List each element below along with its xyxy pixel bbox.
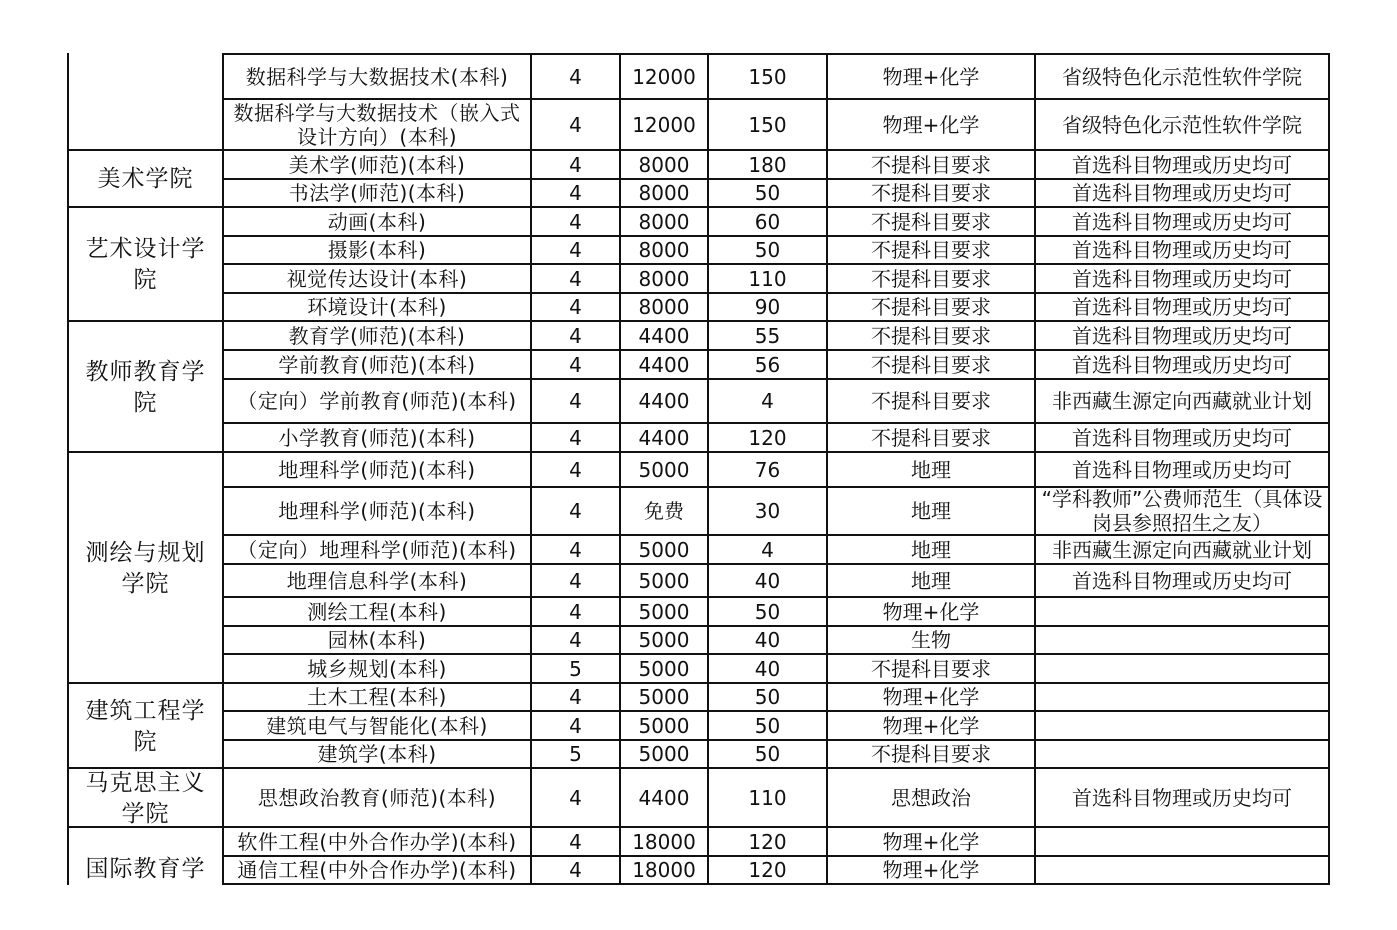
major-cell: 城乡规划(本科) [222,655,530,682]
major-cell: 动画(本科) [222,208,530,235]
fee-cell: 4400 [619,380,707,422]
major-cell: 书法学(师范)(本科) [222,180,530,206]
major-cell: 园林(本科) [222,627,530,653]
years-cell: 4 [530,769,619,826]
college-cell: 艺术设计学院 [85,236,206,293]
major-cell: 通信工程(中外合作办学)(本科) [222,857,530,883]
table-row [222,453,1330,488]
note-cell: 首选科目物理或历史均可 [1034,265,1330,292]
subject-cell: 不提科目要求 [826,655,1034,682]
note-cell: 非西藏生源定向西藏就业计划 [1034,380,1330,422]
note-cell: 首选科目物理或历史均可 [1034,351,1330,378]
college-separator [67,826,224,828]
table-row [222,769,1330,828]
subject-cell: 地理 [826,565,1034,596]
major-cell: 测绘工程(本科) [222,598,530,625]
subject-cell: 物理+化学 [826,857,1034,883]
fee-cell: 8000 [619,151,707,178]
major-cell: （定向）学前教育(师范)(本科) [222,380,530,422]
table-row [222,100,1330,151]
subject-cell: 地理 [826,536,1034,563]
table-row [222,180,1330,208]
note-cell: 首选科目物理或历史均可 [1034,453,1330,486]
major-cell: 视觉传达设计(本科) [222,265,530,292]
major-cell: 教育学(师范)(本科) [222,322,530,349]
fee-cell: 5000 [619,627,707,653]
plan-cell: 55 [707,322,826,349]
fee-cell: 18000 [619,828,707,855]
plan-cell: 150 [707,100,826,149]
fee-cell: 5000 [619,565,707,596]
table-row [222,151,1330,180]
table-row [222,294,1330,322]
fee-cell: 8000 [619,294,707,320]
college-cell [69,53,222,151]
subject-cell: 不提科目要求 [826,424,1034,451]
table-row [222,237,1330,265]
note-cell [1034,598,1330,625]
subject-cell: 不提科目要求 [826,265,1034,292]
table-row [222,598,1330,627]
plan-cell: 120 [707,424,826,451]
table-row [222,565,1330,598]
plan-cell: 50 [707,712,826,739]
note-cell [1034,828,1330,855]
subject-cell: 不提科目要求 [826,294,1034,320]
plan-cell: 120 [707,857,826,883]
plan-cell: 90 [707,294,826,320]
fee-cell: 4400 [619,769,707,826]
note-cell [1034,857,1330,883]
plan-cell: 40 [707,655,826,682]
years-cell: 4 [530,322,619,349]
fee-cell: 5000 [619,741,707,767]
plan-cell: 50 [707,598,826,625]
college-separator [67,206,224,208]
subject-cell: 不提科目要求 [826,180,1034,206]
years-cell: 4 [530,424,619,451]
years-cell: 4 [530,828,619,855]
table-row [222,351,1330,380]
note-cell: 首选科目物理或历史均可 [1034,565,1330,596]
fee-cell: 4400 [619,322,707,349]
major-cell: 建筑学(本科) [222,741,530,767]
note-cell: 首选科目物理或历史均可 [1034,322,1330,349]
subject-cell: 不提科目要求 [826,151,1034,178]
subject-cell: 不提科目要求 [826,208,1034,235]
college-cell: 美术学院 [97,166,194,192]
note-cell: 首选科目物理或历史均可 [1034,769,1330,826]
subject-cell: 物理+化学 [826,100,1034,149]
fee-cell: 5000 [619,598,707,625]
subject-cell: 生物 [826,627,1034,653]
plan-cell: 4 [707,536,826,563]
note-cell [1034,684,1330,710]
college-separator [67,767,224,769]
major-cell: 地理科学(师范)(本科) [222,453,530,486]
fee-cell: 12000 [619,55,707,98]
major-cell: 美术学(师范)(本科) [222,151,530,178]
college-cell: 马克思主义学院 [85,769,206,827]
fee-cell: 8000 [619,237,707,263]
note-cell [1034,741,1330,767]
fee-cell: 4400 [619,424,707,451]
years-cell: 4 [530,55,619,98]
college-separator [67,149,224,151]
years-cell: 4 [530,100,619,149]
note-cell: 非西藏生源定向西藏就业计划 [1034,536,1330,563]
years-cell: 5 [530,741,619,767]
fee-cell: 5000 [619,453,707,486]
major-cell: 建筑电气与智能化(本科) [222,712,530,739]
plan-cell: 110 [707,769,826,826]
table-row [222,828,1330,857]
major-cell: 地理信息科学(本科) [222,565,530,596]
plan-cell: 50 [707,684,826,710]
note-cell: “学科教师”公费师范生（具体设岗县参照招生之友） [1034,488,1330,534]
fee-cell: 5000 [619,655,707,682]
years-cell: 4 [530,453,619,486]
major-cell: 土木工程(本科) [222,684,530,710]
college-cell: 教师教育学院 [85,358,206,416]
years-cell: 4 [530,208,619,235]
major-cell: 环境设计(本科) [222,294,530,320]
years-cell: 4 [530,684,619,710]
subject-cell: 物理+化学 [826,828,1034,855]
table-row [222,488,1330,536]
plan-cell: 60 [707,208,826,235]
years-cell: 4 [530,265,619,292]
note-cell: 首选科目物理或历史均可 [1034,208,1330,235]
fee-cell: 8000 [619,265,707,292]
subject-cell: 不提科目要求 [826,351,1034,378]
major-cell: 数据科学与大数据技术（嵌入式设计方向）(本科) [222,100,530,149]
fee-cell: 4400 [619,351,707,378]
plan-cell: 150 [707,55,826,98]
note-cell [1034,655,1330,682]
fee-cell: 18000 [619,857,707,883]
subject-cell: 物理+化学 [826,712,1034,739]
plan-cell: 50 [707,741,826,767]
subject-cell: 不提科目要求 [826,322,1034,349]
years-cell: 4 [530,598,619,625]
subject-cell: 地理 [826,453,1034,486]
college-cell: 国际教育学 [85,856,206,882]
plan-cell: 180 [707,151,826,178]
fee-cell: 12000 [619,100,707,149]
table-row [222,741,1330,769]
note-cell: 首选科目物理或历史均可 [1034,151,1330,178]
college-cell: 建筑工程学院 [85,697,206,755]
major-cell: 小学教育(师范)(本科) [222,424,530,451]
years-cell: 4 [530,151,619,178]
fee-cell: 免费 [619,488,707,534]
subject-cell: 不提科目要求 [826,237,1034,263]
fee-cell: 5000 [619,536,707,563]
major-cell: 软件工程(中外合作办学)(本科) [222,828,530,855]
plan-cell: 50 [707,237,826,263]
subject-cell: 物理+化学 [826,684,1034,710]
major-cell: 数据科学与大数据技术(本科) [222,55,530,98]
major-cell: 摄影(本科) [222,237,530,263]
years-cell: 4 [530,627,619,653]
college-separator [67,682,224,684]
years-cell: 4 [530,351,619,378]
college-cell: 测绘与规划学院 [85,539,206,597]
plan-cell: 40 [707,627,826,653]
plan-cell: 4 [707,380,826,422]
note-cell: 首选科目物理或历史均可 [1034,424,1330,451]
major-cell: 学前教育(师范)(本科) [222,351,530,378]
plan-cell: 40 [707,565,826,596]
years-cell: 4 [530,237,619,263]
years-cell: 4 [530,857,619,883]
table-row [222,712,1330,741]
note-cell: 省级特色化示范性软件学院 [1034,100,1330,149]
major-cell: 思想政治教育(师范)(本科) [222,769,530,826]
plan-cell: 50 [707,180,826,206]
table-row [222,208,1330,237]
subject-cell: 物理+化学 [826,598,1034,625]
years-cell: 4 [530,712,619,739]
table-row [222,684,1330,712]
plan-cell: 30 [707,488,826,534]
subject-cell: 不提科目要求 [826,380,1034,422]
college-separator [67,320,224,322]
table-row [222,627,1330,655]
table-row [222,322,1330,351]
fee-cell: 5000 [619,712,707,739]
note-cell: 首选科目物理或历史均可 [1034,237,1330,263]
fee-cell: 8000 [619,208,707,235]
fee-cell: 5000 [619,684,707,710]
table-row [222,857,1330,885]
plan-cell: 110 [707,265,826,292]
note-cell [1034,712,1330,739]
table-row [222,536,1330,565]
years-cell: 4 [530,294,619,320]
note-cell: 首选科目物理或历史均可 [1034,294,1330,320]
note-cell [1034,627,1330,653]
table-row [222,424,1330,453]
subject-cell: 物理+化学 [826,55,1034,98]
plan-cell: 56 [707,351,826,378]
years-cell: 4 [530,380,619,422]
major-cell: 地理科学(师范)(本科) [222,488,530,534]
subject-cell: 思想政治 [826,769,1034,826]
major-cell: （定向）地理科学(师范)(本科) [222,536,530,563]
years-cell: 4 [530,536,619,563]
fee-cell: 8000 [619,180,707,206]
years-cell: 4 [530,488,619,534]
plan-cell: 120 [707,828,826,855]
years-cell: 5 [530,655,619,682]
years-cell: 4 [530,565,619,596]
table-row [222,265,1330,294]
note-cell: 省级特色化示范性软件学院 [1034,55,1330,98]
subject-cell: 地理 [826,488,1034,534]
table-row [222,380,1330,424]
table-row [222,655,1330,684]
plan-cell: 76 [707,453,826,486]
years-cell: 4 [530,180,619,206]
note-cell: 首选科目物理或历史均可 [1034,180,1330,206]
subject-cell: 不提科目要求 [826,741,1034,767]
table-row [222,53,1330,100]
college-separator [67,451,224,453]
